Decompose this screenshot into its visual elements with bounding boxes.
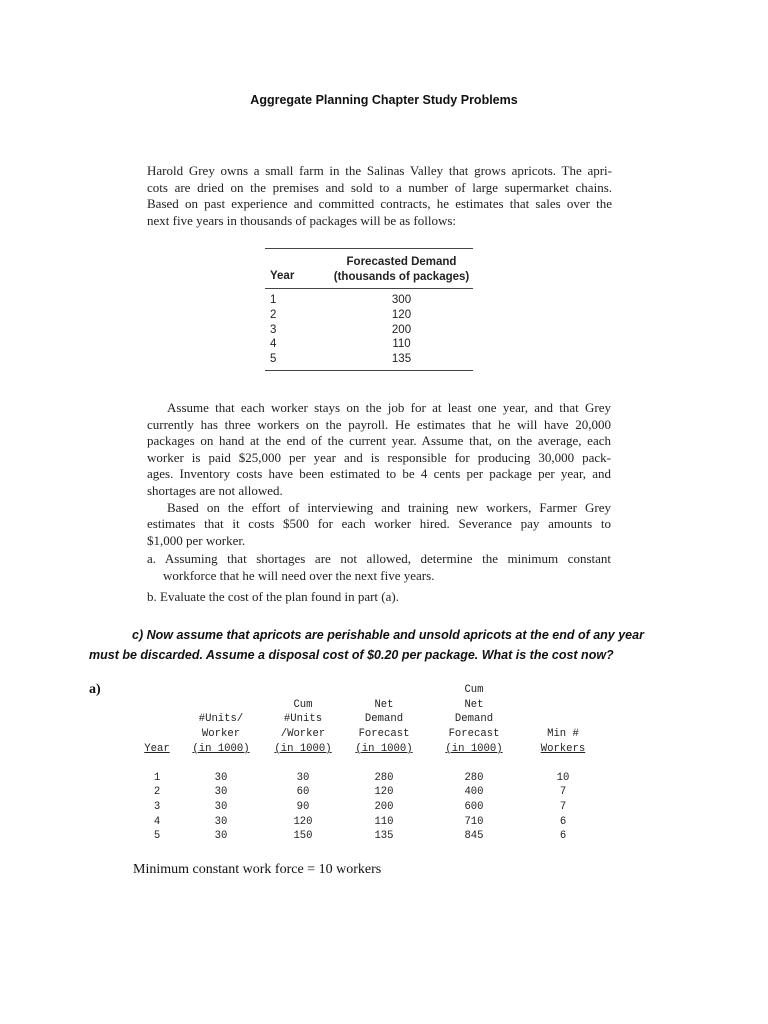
- demand-table: [265, 248, 473, 371]
- cell-demand: 200: [391, 323, 412, 336]
- header-cell: [523, 698, 603, 713]
- hiring-line: $1,000 per worker.: [147, 532, 246, 548]
- cell-units-per-worker: 30: [214, 771, 228, 784]
- part-c-question: [89, 625, 681, 665]
- header-cell: [263, 683, 343, 698]
- assumption-line: currently has three workers on the payroll. He estimates that he will have 20,000: [147, 416, 611, 432]
- table-rule: [265, 370, 473, 371]
- cell-year: 2: [153, 786, 161, 799]
- solution-header-row: [135, 683, 615, 698]
- cell-year: 4: [270, 338, 277, 351]
- header-forecast: [330, 255, 473, 285]
- cell-cum-units: 60: [296, 786, 310, 799]
- part-a-line: a. Assuming that shortages are not allowed, determine the minimum constant: [147, 551, 611, 566]
- cell-units-per-worker: 30: [214, 830, 228, 843]
- assumption-paragraph: [147, 400, 611, 549]
- cell-year: 5: [153, 830, 161, 843]
- cell-cum-net-demand: 600: [464, 800, 484, 813]
- cell-min-workers: 7: [559, 800, 567, 813]
- header-cell: [135, 727, 179, 742]
- demand-table-body: [265, 289, 473, 367]
- header-forecast-line: (thousands of packages): [333, 271, 470, 283]
- table-row: [265, 352, 473, 367]
- table-row: [265, 323, 473, 338]
- cell-year: 3: [270, 323, 277, 336]
- header-cell: #Units/: [198, 713, 244, 726]
- cell-demand: 110: [392, 338, 411, 351]
- cell-net-demand: 200: [374, 800, 394, 813]
- cell-min-workers: 7: [559, 786, 567, 799]
- cell-net-demand: 280: [374, 771, 394, 784]
- header-forecast-line: Forecasted Demand: [346, 256, 457, 268]
- header-cell: Cum: [293, 698, 313, 711]
- demand-table-header: [265, 249, 473, 285]
- cell-year: 1: [270, 294, 277, 306]
- hiring-line: Based on the effort of interviewing and training new workers, Farmer Grey: [167, 499, 611, 515]
- table-row: [265, 293, 473, 308]
- cell-cum-units: 90: [296, 800, 310, 813]
- cell-year: 5: [270, 353, 277, 366]
- intro-paragraph: [147, 163, 612, 229]
- header-cell: Min #: [547, 728, 579, 741]
- header-cell: Net: [374, 698, 394, 711]
- part-c-line: c) Now assume that apricots are perishable and unsold apricots at the end of any year: [132, 628, 644, 642]
- table-row: [135, 829, 615, 844]
- header-cell: [135, 698, 179, 713]
- cell-min-workers: 6: [559, 815, 567, 828]
- header-cell: #Units: [283, 713, 323, 726]
- intro-line: Harold Grey owns a small farm in the Salinas Valley that grows apricots. The apri-: [147, 163, 612, 178]
- table-row: [135, 785, 615, 800]
- cell-cum-net-demand: 845: [464, 830, 484, 843]
- header-cell: (in 1000): [355, 742, 413, 755]
- solution-header-row: [135, 712, 615, 727]
- cell-cum-units: 120: [293, 815, 313, 828]
- header-cell: (in 1000): [192, 742, 250, 755]
- solution-table-body: [135, 771, 615, 845]
- cell-net-demand: 120: [374, 786, 394, 799]
- cell-cum-net-demand: 710: [464, 815, 484, 828]
- part-c-line: must be discarded. Assume a disposal cost of $0.20 per package. What is the cost now?: [89, 648, 614, 662]
- header-cell: Forecast: [448, 728, 500, 741]
- header-cell: (in 1000): [445, 742, 503, 755]
- cell-cum-net-demand: 280: [464, 771, 484, 784]
- table-row: [135, 800, 615, 815]
- cell-year: 3: [153, 800, 161, 813]
- hiring-line: estimates that it costs $500 for each worker hired. Severance pay amounts to: [147, 516, 611, 532]
- table-row: [135, 815, 615, 830]
- header-cell: [135, 683, 179, 698]
- cell-min-workers: 10: [556, 771, 570, 784]
- header-cell: Demand: [454, 713, 494, 726]
- header-cell: Worker: [201, 728, 241, 741]
- part-b-line: b. Evaluate the cost of the plan found in part (a).: [147, 589, 399, 605]
- header-cell: Forecast: [358, 728, 410, 741]
- header-cell: [179, 698, 263, 713]
- assumption-line: packages on hand at the end of the current year. Assume that, on the average, each: [147, 433, 611, 449]
- assumption-line: ages. Inventory costs have been estimated to be 4 cents per package per year, and: [147, 466, 611, 482]
- cell-units-per-worker: 30: [214, 786, 228, 799]
- header-cell: [135, 712, 179, 727]
- assumption-line: Assume that each worker stays on the job for at least one year, and that Grey: [167, 400, 611, 415]
- header-cell: Cum: [464, 684, 484, 696]
- assumption-line: shortages are not allowed.: [147, 482, 283, 498]
- table-row: [265, 337, 473, 352]
- questions: [147, 551, 611, 606]
- header-cell: Year: [144, 742, 170, 755]
- answer-conclusion: Minimum constant work force = 10 workers: [133, 862, 382, 877]
- solution-header-row: [135, 727, 615, 742]
- cell-year: 1: [153, 771, 161, 784]
- header-cell: Workers: [540, 742, 586, 755]
- assumption-line: worker is paid $25,000 per year and is responsible for producing 30,000 pack-: [147, 449, 611, 465]
- header-cell: /Worker: [280, 728, 326, 741]
- header-cell: Demand: [364, 713, 404, 726]
- solution-table: [135, 683, 615, 844]
- cell-units-per-worker: 30: [214, 815, 228, 828]
- header-cell: (in 1000): [274, 742, 332, 755]
- cell-net-demand: 110: [374, 815, 394, 828]
- cell-demand: 120: [391, 308, 412, 321]
- cell-year: 2: [270, 308, 277, 321]
- cell-cum-units: 30: [296, 771, 310, 784]
- header-cell: [343, 683, 425, 698]
- cell-demand: 135: [391, 353, 412, 366]
- page-title: Aggregate Planning Chapter Study Problems: [250, 93, 518, 107]
- cell-min-workers: 6: [559, 830, 567, 843]
- cell-cum-net-demand: 400: [464, 786, 484, 799]
- cell-cum-units: 150: [293, 830, 313, 843]
- header-year: Year: [270, 270, 295, 282]
- header-cell: Net: [464, 698, 484, 711]
- header-cell: [523, 712, 603, 727]
- answer-label: a): [89, 682, 101, 697]
- intro-line: Based on past experience and committed contracts, he estimates that sales over the: [147, 196, 612, 212]
- cell-demand: 300: [391, 294, 412, 306]
- cell-year: 4: [153, 815, 161, 828]
- intro-line: cots are dried on the premises and sold to a number of large supermarket chains.: [147, 179, 612, 195]
- solution-header-row: [135, 742, 615, 757]
- intro-line: next five years in thousands of packages will be as follows:: [147, 212, 457, 228]
- part-a-line: workforce that he will need over the next five years.: [163, 567, 435, 583]
- table-row: [135, 771, 615, 786]
- header-cell: [523, 683, 603, 698]
- header-cell: [179, 683, 263, 698]
- cell-units-per-worker: 30: [214, 800, 228, 813]
- table-row: [265, 308, 473, 323]
- solution-header-row: [135, 698, 615, 713]
- cell-net-demand: 135: [374, 830, 394, 843]
